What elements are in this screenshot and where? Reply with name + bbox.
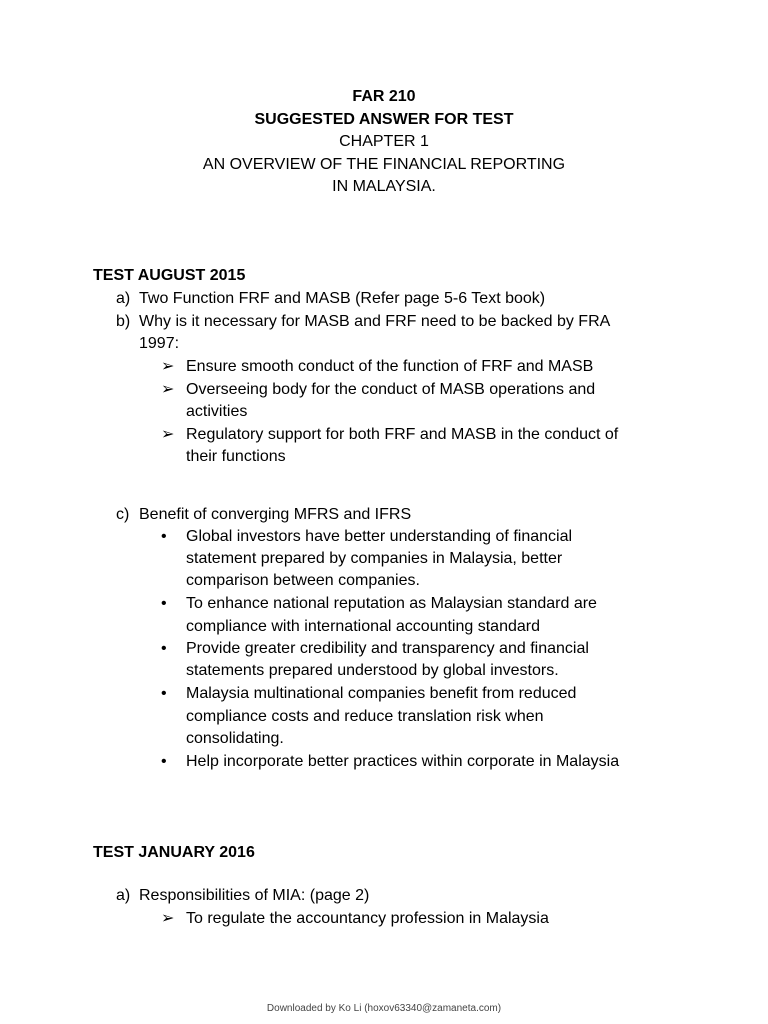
item-text: 1997: bbox=[139, 335, 180, 352]
bullet-text: To enhance national reputation as Malaysian standard are bbox=[186, 595, 597, 612]
item-label: b) bbox=[116, 313, 131, 330]
bullet-text: statements prepared understood by global investors. bbox=[186, 662, 559, 679]
item-label: a) bbox=[116, 887, 131, 904]
section-title-aug-2015: TEST AUGUST 2015 bbox=[93, 267, 246, 284]
bullet-text: their functions bbox=[186, 448, 286, 465]
dot-bullet-icon: • bbox=[161, 685, 167, 702]
bullet-text: Provide greater credibility and transparency and financial bbox=[186, 640, 589, 657]
chapter-title-line1: AN OVERVIEW OF THE FINANCIAL REPORTING bbox=[202, 155, 566, 173]
bullet-text: Global investors have better understanding of financial bbox=[186, 528, 573, 545]
bullet-text: Help incorporate better practices within corporate in Malaysia bbox=[186, 753, 620, 770]
item-text: Responsibilities of MIA: (page 2) bbox=[139, 887, 370, 904]
item-label: c) bbox=[116, 506, 130, 523]
bullet-text: Regulatory support for both FRF and MASB in the conduct of bbox=[186, 426, 619, 443]
bullet-text: comparison between companies. bbox=[186, 572, 420, 589]
bullet-text: consolidating. bbox=[186, 730, 284, 747]
chapter-label: CHAPTER 1 bbox=[339, 133, 429, 150]
dot-bullet-icon: • bbox=[161, 753, 167, 770]
course-code: FAR 210 bbox=[352, 88, 416, 105]
item-text: Benefit of converging MFRS and IFRS bbox=[139, 506, 412, 523]
dot-bullet-icon: • bbox=[161, 595, 167, 612]
arrow-bullet-icon: ➢ bbox=[161, 910, 175, 927]
download-footer: Downloaded by Ko Li (hoxov63340@zamaneta.com) bbox=[266, 1003, 502, 1014]
document-header bbox=[0, 86, 768, 199]
arrow-bullet-icon: ➢ bbox=[161, 381, 175, 398]
arrow-bullet-icon: ➢ bbox=[161, 426, 175, 443]
bullet-text: To regulate the accountancy profession in Malaysia bbox=[186, 910, 549, 927]
section-title-jan-2016: TEST JANUARY 2016 bbox=[93, 844, 255, 861]
bullet-text: activities bbox=[186, 403, 248, 420]
dot-bullet-icon: • bbox=[161, 528, 167, 545]
item-text: Two Function FRF and MASB (Refer page 5-6 Text book) bbox=[139, 290, 546, 307]
bullet-text: Ensure smooth conduct of the function of FRF and MASB bbox=[186, 358, 594, 375]
bullet-text: compliance costs and reduce translation risk when bbox=[186, 708, 544, 725]
arrow-bullet-icon: ➢ bbox=[161, 358, 175, 375]
item-label: a) bbox=[116, 290, 131, 307]
bullet-text: Malaysia multinational companies benefit from reduced bbox=[186, 685, 577, 702]
chapter-title-line2: IN MALAYSIA. bbox=[332, 178, 436, 195]
item-text: Why is it necessary for MASB and FRF need to be backed by FRA bbox=[139, 313, 611, 330]
bullet-text: Overseeing body for the conduct of MASB operations and bbox=[186, 381, 596, 398]
bullet-text: compliance with international accounting standard bbox=[186, 618, 540, 635]
dot-bullet-icon: • bbox=[161, 640, 167, 657]
document-subtitle: SUGGESTED ANSWER FOR TEST bbox=[254, 110, 514, 128]
bullet-text: statement prepared by companies in Malaysia, better bbox=[186, 550, 563, 567]
